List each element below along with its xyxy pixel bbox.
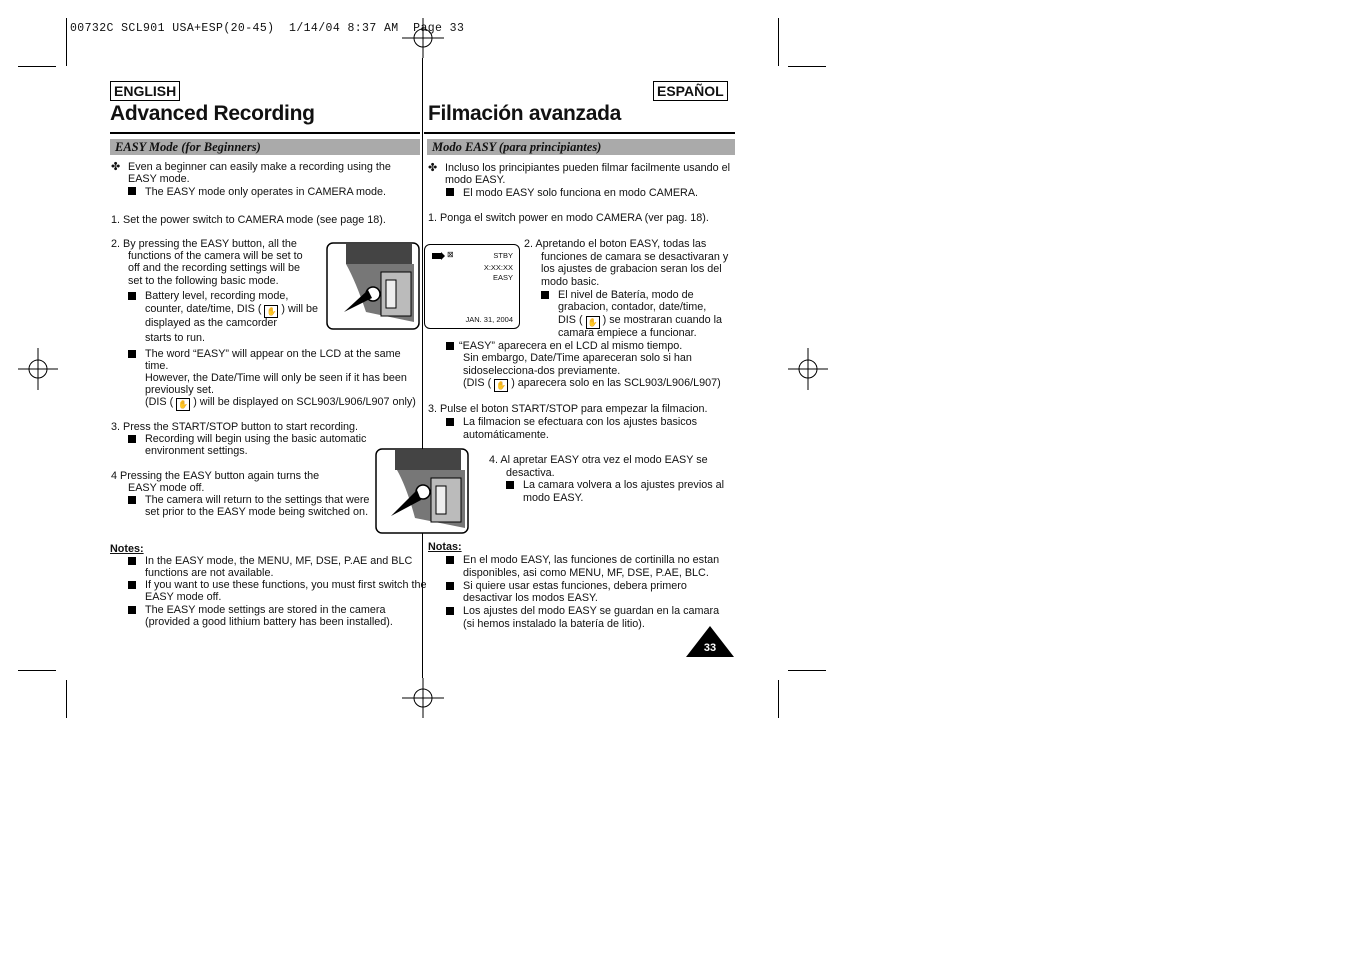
bullet-text: counter, date/time, DIS ( bbox=[145, 303, 262, 315]
intro-text: Even a beginner can easily make a recording using the EASY mode. bbox=[128, 161, 391, 186]
square-bullet-icon bbox=[506, 481, 514, 489]
note-line: desactivar los modos EASY. bbox=[463, 592, 598, 604]
note-text: ) will be displayed on SCL903/L906/L907 only) bbox=[193, 396, 416, 408]
bullet-text: DIS ( bbox=[558, 314, 583, 326]
step-2-note-line: The word “EASY” will appear on the LCD at the same bbox=[145, 348, 401, 360]
intro-sub: The EASY mode only operates in CAMERA mode. bbox=[145, 186, 387, 198]
step-2-note-line: “EASY” aparecera en el LCD al mismo tiempo. bbox=[459, 340, 683, 352]
section-heading-spanish: Modo EASY (para principiantes) bbox=[427, 139, 735, 155]
step-2-line: functions of the camera will be set to bbox=[128, 250, 303, 262]
square-bullet-icon bbox=[446, 418, 454, 426]
intro-sub: El modo EASY solo funciona en modo CAMERA. bbox=[463, 187, 699, 199]
section-heading-english: EASY Mode (for Beginners) bbox=[110, 139, 420, 155]
step-2-line: 2. Apretando el boton EASY, todas las bbox=[524, 238, 707, 250]
step-2-line: funciones de camara se desactivaran y bbox=[541, 251, 729, 263]
step-2-note-line: time. bbox=[145, 360, 169, 372]
notes-label-spanish: Notas: bbox=[428, 541, 462, 553]
step-2-note-line bbox=[145, 396, 416, 411]
crop-mark bbox=[788, 66, 826, 67]
step-2-bullet-line: displayed as the camcorder bbox=[145, 317, 278, 329]
intro-line: Incluso los principiantes pueden filmar facilmente usando el bbox=[445, 162, 731, 174]
tape-arrow-icon bbox=[441, 252, 445, 260]
square-bullet-icon bbox=[446, 582, 454, 590]
note-text: (DIS ( bbox=[145, 396, 174, 408]
square-bullet-icon bbox=[128, 496, 136, 504]
step-2-note-line: Sin embargo, Date/Time apareceran solo si han bbox=[463, 352, 692, 364]
page-title-english: Advanced Recording bbox=[110, 102, 315, 125]
step-1: 1. Set the power switch to CAMERA mode (see page 18). bbox=[111, 214, 386, 226]
dis-icon: ✋ bbox=[494, 379, 508, 392]
square-bullet-icon bbox=[128, 435, 136, 443]
intro-line: modo EASY. bbox=[445, 174, 506, 186]
square-bullet-icon bbox=[446, 556, 454, 564]
lcd-easy: EASY bbox=[492, 273, 513, 282]
crop-mark bbox=[778, 680, 779, 718]
note-line: If you want to use these functions, you must first switch the bbox=[145, 579, 427, 591]
dis-icon: ✋ bbox=[176, 398, 190, 411]
step-4-bullet-line: La camara volvera a los ajustes previos al bbox=[523, 479, 725, 491]
page-number: 33 bbox=[703, 642, 717, 654]
step-4-line: 4. Al apretar EASY otra vez el modo EASY se bbox=[489, 454, 708, 466]
square-bullet-icon bbox=[128, 187, 136, 195]
step-2-bullet-line bbox=[145, 303, 318, 318]
camcorder-easy-button-illustration bbox=[375, 448, 469, 534]
language-tag-spanish: ESPAÑOL bbox=[653, 81, 728, 101]
note-line: The EASY mode settings are stored in the camera bbox=[145, 604, 386, 616]
lcd-date: JAN. 31, 2004 bbox=[465, 315, 513, 324]
step-2-line: modo basic. bbox=[541, 276, 600, 288]
note-text: ) aparecera solo en las SCL903/L906/L907) bbox=[511, 377, 721, 389]
step-3-bullet-line: environment settings. bbox=[145, 445, 248, 457]
square-bullet-icon bbox=[446, 342, 454, 350]
note-line: Los ajustes del modo EASY se guardan en la camara bbox=[463, 605, 720, 617]
language-tag-english: ENGLISH bbox=[110, 81, 180, 101]
step-2-note-line: sidoselecciona-dos previamente. bbox=[463, 365, 621, 377]
crop-mark bbox=[18, 66, 56, 67]
step-4-bullet-line: modo EASY. bbox=[523, 492, 584, 504]
step-2-bullet-line: grabacion, contador, date/time, bbox=[558, 301, 707, 313]
square-bullet-icon bbox=[446, 607, 454, 615]
step-4-bullet-line: set prior to the EASY mode being switched on. bbox=[145, 506, 369, 518]
print-header: 00732C SCL901 USA+ESP(20-45) 1/14/04 8:37 AM Page 33 bbox=[70, 22, 465, 35]
dis-icon: ✋ bbox=[586, 316, 600, 329]
bullet-text: ) se mostraran cuando la bbox=[602, 314, 723, 326]
step-4-line: EASY mode off. bbox=[128, 482, 205, 494]
crop-mark bbox=[18, 670, 56, 671]
note-line: (si hemos instalado la batería de litio). bbox=[463, 618, 645, 630]
registration-mark bbox=[788, 348, 828, 390]
crop-mark bbox=[66, 680, 67, 718]
square-bullet-icon bbox=[446, 188, 454, 196]
step-2-line: los ajustes de grabacion seran los del bbox=[541, 263, 722, 275]
step-4-bullet-line: The camera will return to the settings that were bbox=[145, 494, 370, 506]
note-line: EASY mode off. bbox=[145, 591, 222, 603]
title-rule bbox=[110, 132, 420, 134]
lcd-stby: STBY bbox=[493, 251, 513, 260]
title-rule bbox=[424, 132, 735, 134]
step-3: 3. Pulse el boton START/STOP para empezar la filmacion. bbox=[428, 403, 708, 415]
note-line: disponibles, asi como MENU, MF, DSE, P.AE, BLC. bbox=[463, 567, 709, 579]
square-bullet-icon bbox=[128, 292, 136, 300]
step-2-bullet-line: starts to run. bbox=[145, 332, 206, 344]
cross-bullet-icon: ✤ bbox=[111, 161, 121, 173]
step-2-note-line: However, the Date/Time will only be seen if it has been bbox=[145, 372, 407, 384]
step-1: 1. Ponga el switch power en modo CAMERA (ver pag. 18). bbox=[428, 212, 709, 224]
registration-mark bbox=[18, 348, 58, 390]
crop-mark bbox=[66, 18, 67, 66]
step-2-bullet-line: El nivel de Batería, modo de bbox=[558, 289, 694, 301]
dis-icon: ✋ bbox=[264, 305, 278, 318]
note-text: (DIS ( bbox=[463, 377, 492, 389]
registration-mark bbox=[402, 18, 444, 58]
cross-bullet-icon: ✤ bbox=[428, 162, 438, 174]
note-line: In the EASY mode, the MENU, MF, DSE, P.AE and BLC bbox=[145, 555, 413, 567]
step-4-line: 4 Pressing the EASY button again turns the bbox=[111, 470, 320, 482]
registration-mark bbox=[402, 678, 444, 718]
note-line: En el modo EASY, las funciones de cortinilla no estan bbox=[463, 554, 720, 566]
step-3: 3. Press the START/STOP button to start recording. bbox=[111, 421, 359, 433]
step-2-line: set to the following basic mode. bbox=[128, 275, 279, 287]
step-3-bullet-line: automáticamente. bbox=[463, 429, 549, 441]
tape-icon bbox=[432, 253, 441, 259]
dis-indicator-icon: ⊠ bbox=[447, 250, 454, 259]
crop-mark bbox=[788, 670, 826, 671]
step-2-line: 2. By pressing the EASY button, all the bbox=[111, 238, 297, 250]
page-title-spanish: Filmación avanzada bbox=[428, 102, 622, 125]
square-bullet-icon bbox=[128, 606, 136, 614]
camcorder-easy-button-illustration bbox=[326, 242, 420, 330]
square-bullet-icon bbox=[128, 557, 136, 565]
bullet-text: ) will be bbox=[281, 303, 319, 315]
note-line: Si quiere usar estas funciones, debera primero bbox=[463, 580, 687, 592]
step-4-line: desactiva. bbox=[506, 467, 555, 479]
note-line: functions are not available. bbox=[145, 567, 274, 579]
step-2-bullet-line: camara empiece a funcionar. bbox=[558, 327, 697, 339]
step-2-line: off and the recording settings will be bbox=[128, 262, 301, 274]
square-bullet-icon bbox=[541, 291, 549, 299]
step-2-bullet-line: Battery level, recording mode, bbox=[145, 290, 289, 302]
lcd-counter: X:XX:XX bbox=[483, 263, 513, 272]
note-line: (provided a good lithium battery has been installed). bbox=[145, 616, 393, 628]
step-2-note-line bbox=[463, 377, 721, 392]
square-bullet-icon bbox=[128, 350, 136, 358]
step-3-bullet-line: La filmacion se efectuara con los ajustes basicos bbox=[463, 416, 698, 428]
crop-mark bbox=[778, 18, 779, 66]
step-3-bullet-line: Recording will begin using the basic automatic bbox=[145, 433, 367, 445]
lcd-display bbox=[424, 244, 520, 329]
step-2-note-line: previously set. bbox=[145, 384, 215, 396]
square-bullet-icon bbox=[128, 581, 136, 589]
notes-label-english: Notes: bbox=[110, 543, 144, 555]
